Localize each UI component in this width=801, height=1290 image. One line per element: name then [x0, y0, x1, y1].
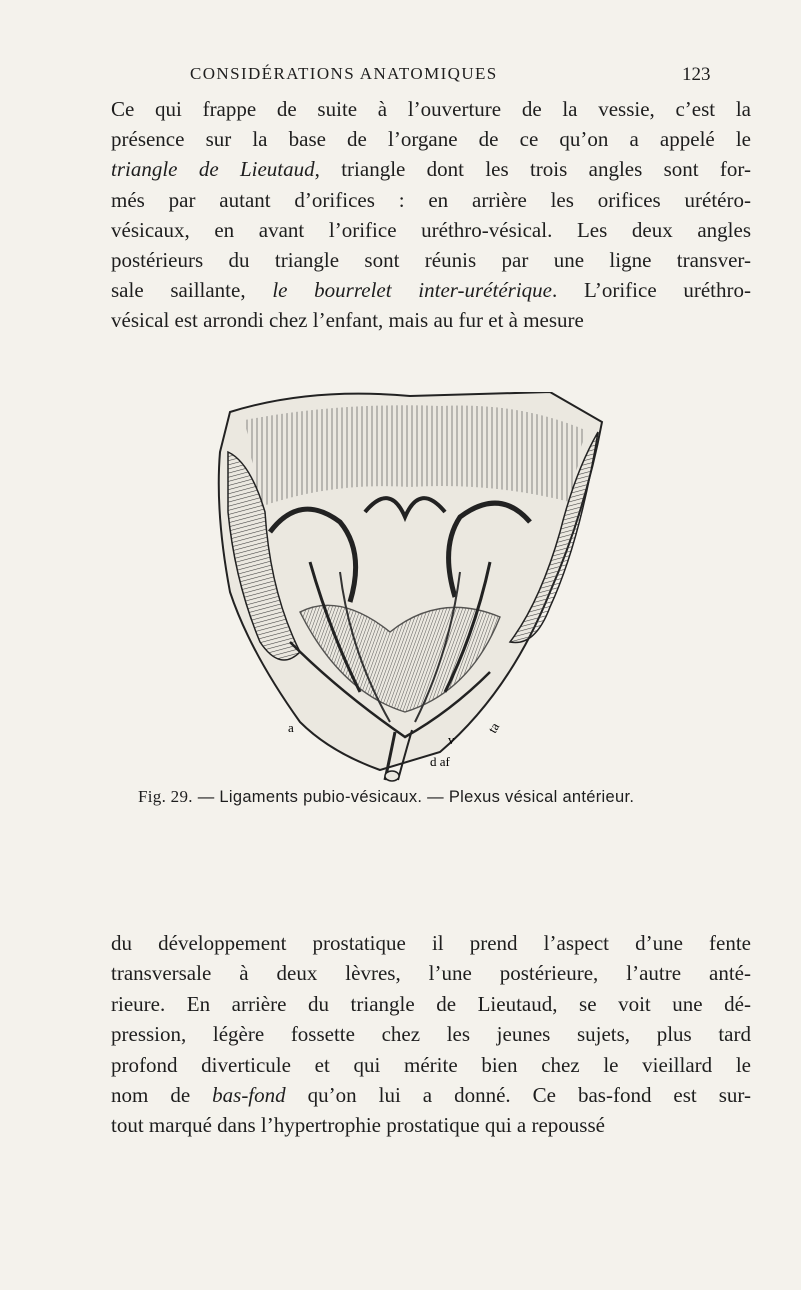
paragraph-1-line-2: présence sur la base de l’organe de ce qu’on a appelé le [111, 127, 751, 152]
figure-caption [138, 787, 718, 807]
running-head [0, 64, 801, 92]
paragraph-2-line-6-post: qu’on lui a donné. Ce bas-fond est sur- [285, 1083, 751, 1108]
urethra-section [385, 771, 399, 781]
term-bourrelet-inter-ureterique: le bourrelet inter-urétérique [272, 278, 552, 303]
label-top: ta [484, 719, 503, 736]
running-title: CONSIDÉRATIONS ANATOMIQUES [190, 64, 498, 83]
paragraph-1-line-3-rest: , triangle dont les trois angles sont for- [314, 157, 751, 182]
page-number: 123 [682, 64, 711, 85]
term-triangle-de-lieutaud: triangle de Lieutaud [111, 157, 315, 182]
paragraph-1-line-5: vésicaux, en avant l’orifice uréthro-vésical. Les deux angles [111, 217, 751, 242]
paragraph-1-line-7-post: . L’orifice uréthro- [552, 278, 752, 303]
label-lateral: a [288, 720, 294, 735]
paragraph-1-line-1: Ce qui frappe de suite à l’ouverture de la vessie, c’est la [111, 97, 751, 121]
figure-number: Fig. 29. [138, 787, 193, 806]
anatomical-engraving [190, 392, 620, 782]
paragraph-2-line-6 [111, 1080, 751, 1110]
paragraph-2-line-3: rieure. En arrière du triangle de Lieutaud, se voit une dé- [111, 991, 751, 1016]
paragraph-2-line-1: du développement prostatique il prend l’aspect d’une fente [111, 931, 751, 955]
paragraph-2-line-7: tout marqué dans l’hypertrophie prostatique qui a repoussé [111, 1113, 605, 1138]
label-mid: v [448, 732, 455, 747]
paragraph-1-line-3 [111, 154, 751, 184]
paragraph-2-line-4: pression, légère fossette chez les jeunes sujets, plus tard [111, 1022, 751, 1047]
paragraph-2-line-6-pre: nom de [111, 1083, 213, 1108]
paragraph-1-line-7-pre: sale saillante, [111, 278, 273, 303]
paragraph-1 [111, 94, 751, 336]
paragraph-1-line-8: vésical est arrondi chez l’enfant, mais au fur et à mesure [111, 308, 584, 333]
paragraph-2-line-5: profond diverticule et qui mérite bien chez le vieillard le [111, 1052, 751, 1077]
paragraph-1-line-7 [111, 275, 751, 305]
caption-text: — Ligaments pubio-vésicaux. — Plexus vésical antérieur. [192, 788, 635, 806]
term-bas-fond: bas-fond [212, 1083, 286, 1108]
paragraph-1-line-6: postérieurs du triangle sont réunis par une ligne transver- [111, 248, 751, 273]
paragraph-2-line-2: transversale à deux lèvres, l’une postérieure, l’autre anté- [111, 961, 751, 986]
paragraph-1-line-4: més par autant d’orifices : en arrière les orifices urétéro- [111, 187, 751, 212]
label-bottom: d af [430, 754, 450, 769]
paragraph-2 [111, 928, 751, 1141]
